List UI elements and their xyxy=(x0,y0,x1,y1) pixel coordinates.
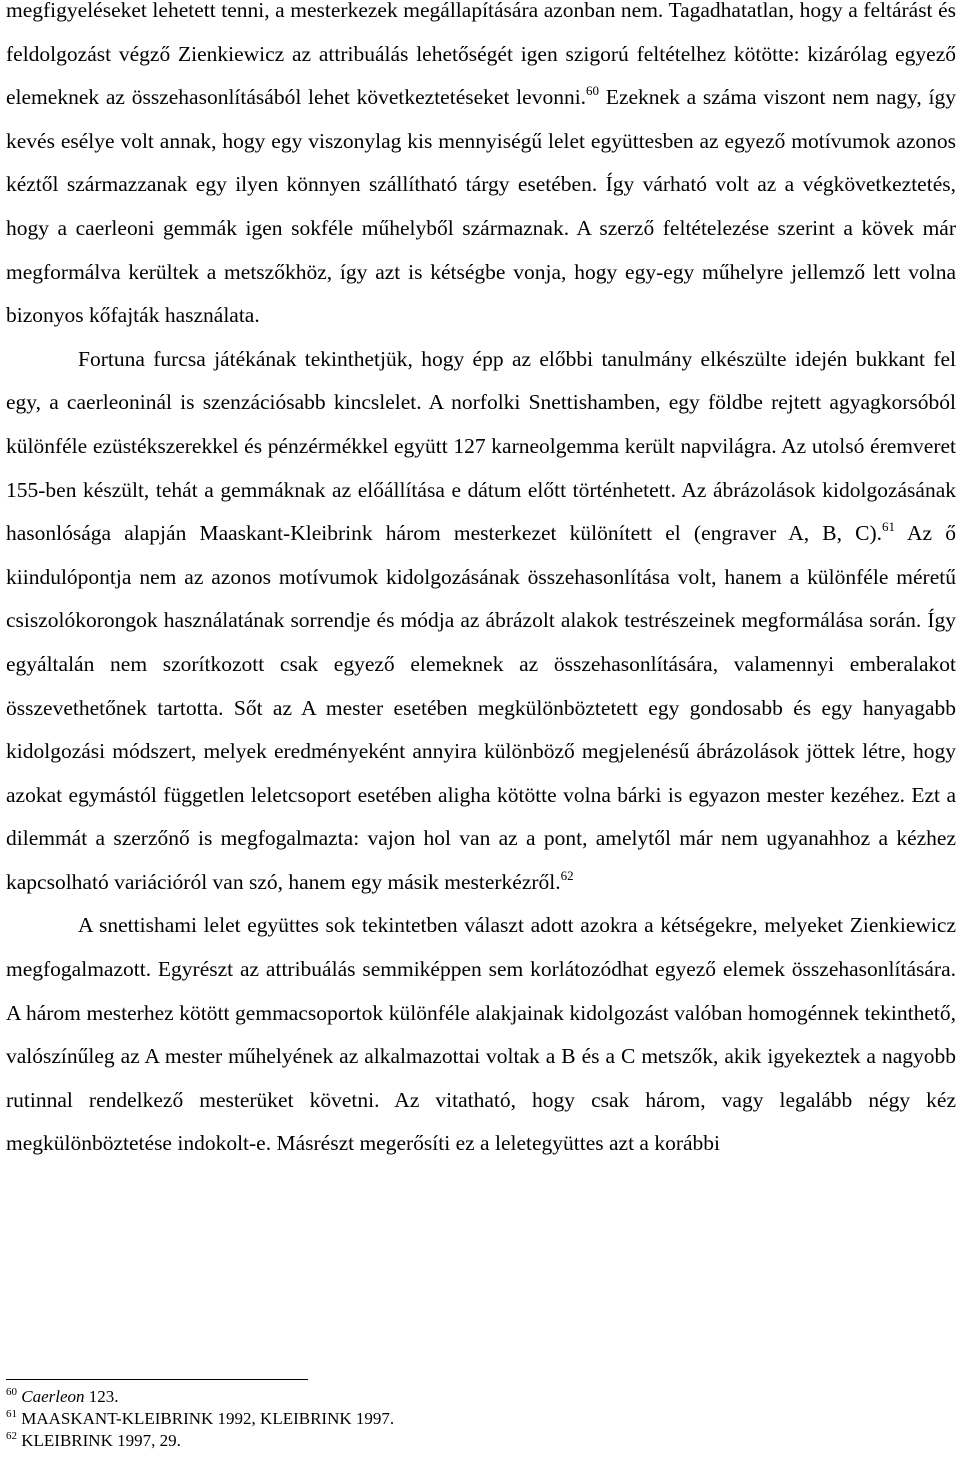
paragraph-1-text-2: Ezeknek a száma viszont nem nagy, így kevés esélye volt annak, hogy egy viszonylag kis mennyiségű lelet együttesben az egyező motívumok azonos kéztől származzanak egy ilyen könnyen szállítható tárgy esetében. Így várható volt az a végkövetkeztetés, hogy a caerleoni gemmák igen sokféle műhelyből származnak. A szerző feltételezése szerint a kövek már megformálva kerültek a metszőkhöz, így azt is kétségbe vonja, hogy egy-egy műhelyre jellemző lett volna bizonyos kőfajták használata. xyxy=(6,85,957,328)
footnote-60 xyxy=(6,1386,956,1408)
paragraph-1-text-1: megfigyeléseket lehetett tenni, a mesterkezek megállapítására azonban nem. Tagadhatatlan, hogy a feltárást és feldolgozást végző Zienkiewicz az attribuálás lehetőségét igen szigorú feltételhez kötötte: kizárólag egyező elemeknek az összehasonlításából lehet következtetéseket levonni. xyxy=(6,0,956,110)
footnote-separator xyxy=(6,1379,308,1380)
paragraph-3-text-1: A snettishami lelet együttes sok tekintetben választ adott azokra a kétségekre, melyeket Zienkiewicz megfogalmazott. Egyrészt az attribuálás semmiképpen sem korlátozódhat egyező elemek összehasonlítására. A három mesterhez kötött gemmacsoportok különféle alakjainak kidolgozást valóban homogénnek tekinthető, valószínűleg az A mester műhelyének az alkalmazottai voltak a B és a C metszők, akik igyekeztek a nagyobb rutinnal rendelkező mesterüket követni. Az vitatható, hogy csak három, vagy legalább négy kéz megkülönböztetése indokolt-e. Másrészt megerősíti ez a leletegyüttes azt a korábbi xyxy=(6,913,956,1156)
paragraph-3 xyxy=(6,904,956,1166)
footnote-ref-61[interactable]: 61 xyxy=(882,519,896,535)
footnote-62 xyxy=(6,1430,956,1452)
footnote-text: KLEIBRINK 1997, 29. xyxy=(21,1431,181,1450)
footnotes xyxy=(6,1386,956,1452)
footnote-source-title: Caerleon xyxy=(21,1387,85,1406)
paragraph-1 xyxy=(6,0,956,338)
page-body xyxy=(6,0,956,1166)
footnote-text: 123. xyxy=(84,1387,119,1406)
footnote-number: 62 xyxy=(6,1430,17,1442)
footnote-number: 61 xyxy=(6,1408,17,1420)
paragraph-2 xyxy=(6,338,956,905)
footnote-text: MAASKANT-KLEIBRINK 1992, KLEIBRINK 1997. xyxy=(21,1409,395,1428)
paragraph-2-text-1: Fortuna furcsa játékának tekinthetjük, hogy épp az előbbi tanulmány elkészülte idején bukkant fel egy, a caerleoninál is szenzációsabb kincslelet. A norfolki Snettishamben, egy földbe rejtett agyagkorsóból különféle ezüstékszerekkel és pénzérmékkel együtt 127 karneolgemma került napvilágra. Az utolsó éremveret 155-ben készült, tehát a gemmáknak az előállítása e dátum előtt történhetett. Az ábrázolások kidolgozásának hasonlósága alapján Maaskant-Kleibrink három mesterkezet különített el (engraver A, B, C). xyxy=(6,346,956,546)
footnote-number: 60 xyxy=(6,1386,17,1398)
footnote-ref-62[interactable]: 62 xyxy=(560,867,574,883)
footnote-61 xyxy=(6,1408,956,1430)
paragraph-2-text-2: Az ő kiindulópontja nem az azonos motívumok kidolgozásának összehasonlítása volt, hanem a különféle méretű csiszolókorongok használatának sorrendje és módja az ábrázolt alakok testrészeinek megformálása során. Így egyáltalán nem szorítkozott csak egyező elemeknek az összehasonlítására, valamennyi emberalakot összevethetőnek tartotta. Sőt az A mester esetében megkülönböztetett egy gondosabb és egy hanyagabb kidolgozási módszert, melyek eredményeként annyira különböző megjelenésű ábrázolások jöttek létre, hogy azokat egymástól független leletcsoport esetében aligha kötötte volna bárki is egyazon mester kezéhez. Ezt a dilemmát a szerzőnő is megfogalmazta: vajon hol van az a pont, amelytől már nem ugyanahhoz a kézhez kapcsolható variációról van szó, hanem egy másik mesterkézről. xyxy=(6,521,956,894)
footnote-ref-60[interactable]: 60 xyxy=(586,83,600,99)
